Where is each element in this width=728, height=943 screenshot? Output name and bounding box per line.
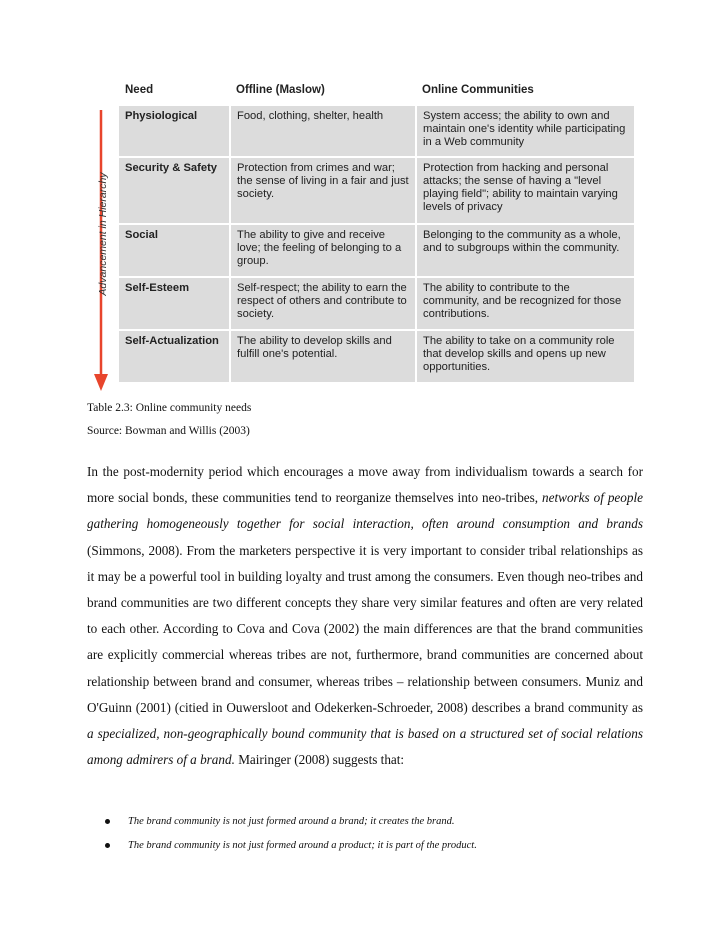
- header-offline: Offline (Maslow): [230, 78, 416, 105]
- text-segment: Mairinger (2008) suggests that:: [234, 752, 405, 768]
- online-cell: System access; the ability to own and maintain one's identity while participating in a Web community: [416, 105, 634, 157]
- table-header-row: [119, 78, 634, 105]
- offline-cell: The ability to develop skills and fulfill one's potential.: [230, 330, 416, 383]
- list-item-text: The brand community is not just formed around a product; it is part of the product.: [128, 840, 477, 851]
- needs-table: [119, 78, 634, 384]
- list-item: [105, 836, 645, 860]
- online-cell: Belonging to the community as a whole, and to subgroups within the community.: [416, 224, 634, 277]
- offline-cell: Food, clothing, shelter, health: [230, 105, 416, 157]
- text-segment: (Simmons, 2008). From the marketers perspective it is very important to consider tribal relationships as it may be a powerful tool in building loyalty and trust among the consumers. Even though neo-tribes and brand communities are two different concepts they share very similar features and often are very related to each other. According to Cova and Cova (2002) the main differences are that the brand communities are explicitly commercial whereas tribes are not, furthermore, brand communities are concerned about relationship between brand and consumer, whereas tribes – relationship between consumers. Muniz and O'Guinn (2001) (citied in Ouwersloot and Odekerken-Schroeder, 2008) describes a brand community as: [87, 542, 643, 715]
- arrow-label: Advancement in Hierarchy: [97, 172, 109, 296]
- table-row: [119, 330, 634, 383]
- bullet-icon: [105, 843, 110, 848]
- need-cell: Social: [119, 224, 230, 277]
- list-item-text: The brand community is not just formed around a brand; it creates the brand.: [128, 816, 455, 827]
- table-row: [119, 157, 634, 224]
- bullet-list: [105, 812, 645, 860]
- need-cell: Security & Safety: [119, 157, 230, 224]
- table-row: [119, 277, 634, 330]
- table-caption: Table 2.3: Online community needs: [87, 402, 252, 414]
- header-online: Online Communities: [416, 78, 634, 105]
- online-cell: The ability to take on a community role that develop skills and opens up new opportunities.: [416, 330, 634, 383]
- online-cell: Protection from hacking and personal attacks; the sense of having a "level playing field"; ability to maintain varying levels of privacy: [416, 157, 634, 224]
- list-item: [105, 812, 645, 836]
- paragraph: [87, 459, 643, 773]
- header-need: Need: [119, 78, 230, 105]
- text-segment: In the post-modernity period which encourages a move away from individualism towards a search for more social bonds, these communities tend to reorganize themselves into neo-tribes,: [87, 464, 643, 506]
- offline-cell: Self-respect; the ability to earn the respect of others and contribute to society.: [230, 277, 416, 330]
- needs-figure: [90, 78, 634, 392]
- bullet-icon: [105, 819, 110, 824]
- table-source: Source: Bowman and Willis (2003): [87, 425, 250, 437]
- offline-cell: The ability to give and receive love; the feeling of belonging to a group.: [230, 224, 416, 277]
- italic-segment: networks of people gathering homogeneously together for social interaction, often around consumption and brands: [87, 490, 643, 532]
- table-row: [119, 224, 634, 277]
- offline-cell: Protection from crimes and war; the sense of living in a fair and just society.: [230, 157, 416, 224]
- need-cell: Self-Esteem: [119, 277, 230, 330]
- body-paragraph: [87, 459, 643, 773]
- online-cell: The ability to contribute to the community, and be recognized for those contributions.: [416, 277, 634, 330]
- need-cell: Self-Actualization: [119, 330, 230, 383]
- need-cell: Physiological: [119, 105, 230, 157]
- table-row: [119, 105, 634, 157]
- italic-segment: a specialized, non-geographically bound community that is based on a structured set of social relations among admirers of a brand.: [87, 726, 643, 768]
